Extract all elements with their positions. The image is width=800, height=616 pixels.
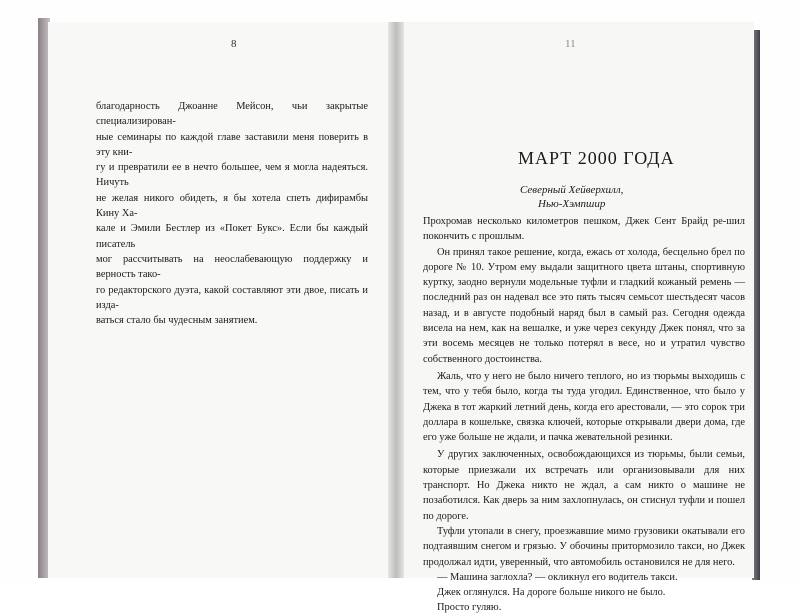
text-line: ные семинары по каждой главе заставили меня поверить в эту кни- (96, 131, 368, 158)
paragraph: Просто гуляю. (437, 602, 502, 614)
right-page-text (423, 214, 745, 616)
text-line: кале и Эмили Бестлер из «Покет Букс». Если бы каждый писатель (96, 223, 368, 250)
text-line: ваться стало бы чудесным занятием. (96, 315, 258, 327)
chapter-title: МАРТ 2000 ГОДА (518, 148, 675, 168)
byline-state: Нью-Хэмпшир (538, 198, 606, 210)
book-gutter (388, 22, 404, 578)
text-line: го редакторского дуэта, какой составляют эти двое, писать и изда- (96, 284, 368, 311)
paragraph: — Машина заглохла? — окликнул его водитель такси. (437, 571, 678, 583)
right-page-number: 11 (565, 38, 576, 50)
text-line: не желая никого обидеть, я бы хотела спеть дифирамбы Кину Ха- (96, 192, 368, 220)
paragraph: У других заключенных, освобождающихся из тюрьмы, были семьи, которые приезжали их встречать или организовывали для них транспорт. Но Джека никто не ждал, а сам никто о машине не позаботился. Как дверь за ним захлопнулась, он стиснул туфли и пошел по дороге. (423, 449, 745, 522)
left-page-number: 8 (231, 38, 237, 50)
text-line: мог рассчитывать на неослабевающую поддержку и верность тако- (96, 253, 368, 281)
paragraph: Жаль, что у него не было ничего теплого, но из тюрьмы выходишь с тем, что у тебя было, когда ты туда угодил. Единственное, что было у Джека в тот жаркий летний день, когда его арестовали, — это сорок три доллара в кошельке, связка ключей, которые открывали двери дома, где его уже больше не ждали, и пачка жевательной резинки. (423, 370, 745, 444)
text-line: гу и превратили ее в нечто большее, чем я могла надеяться. Ничуть (96, 162, 368, 189)
text-line: благодарность Джоанне Мейсон, чьи закрытые специализирован- (96, 101, 368, 128)
byline-place: Северный Хейверхилл, (520, 184, 624, 196)
left-page-text (96, 99, 368, 328)
paragraph: Туфли утопали в снегу, проезжавшие мимо грузовики окатывали его подтаявшим снегом и грязью. У обочины притормозило такси, но Джек продолжал идти, уверенный, что автомобиль остановился не для него. (423, 525, 745, 568)
paragraph: Прохромав несколько километров пешком, Джек Сент Брайд ре-шил покончить с прошлым. (423, 216, 745, 243)
paragraph: Джек оглянулся. На дороге больше никого не было. (437, 587, 666, 599)
paragraph: Он принял такое решение, когда, ежась от холода, бесцельно брел по дороге № 10. Утром ему выдали защитного цвета штаны, спортивную куртку, заодно вернули модельные туфли и гладкий кожаный ремень — последний раз он надевал все это пять тысяч семьсот шестьдесят часов назад, и в августе подобный наряд был в самый раз. Сегодня одежда висела на нем, как на вешалке, и уже через секунду Джек понял, что за эти восемь месяцев не только потерял в весе, но и утратил чувство собственного достоинства. (423, 246, 745, 365)
